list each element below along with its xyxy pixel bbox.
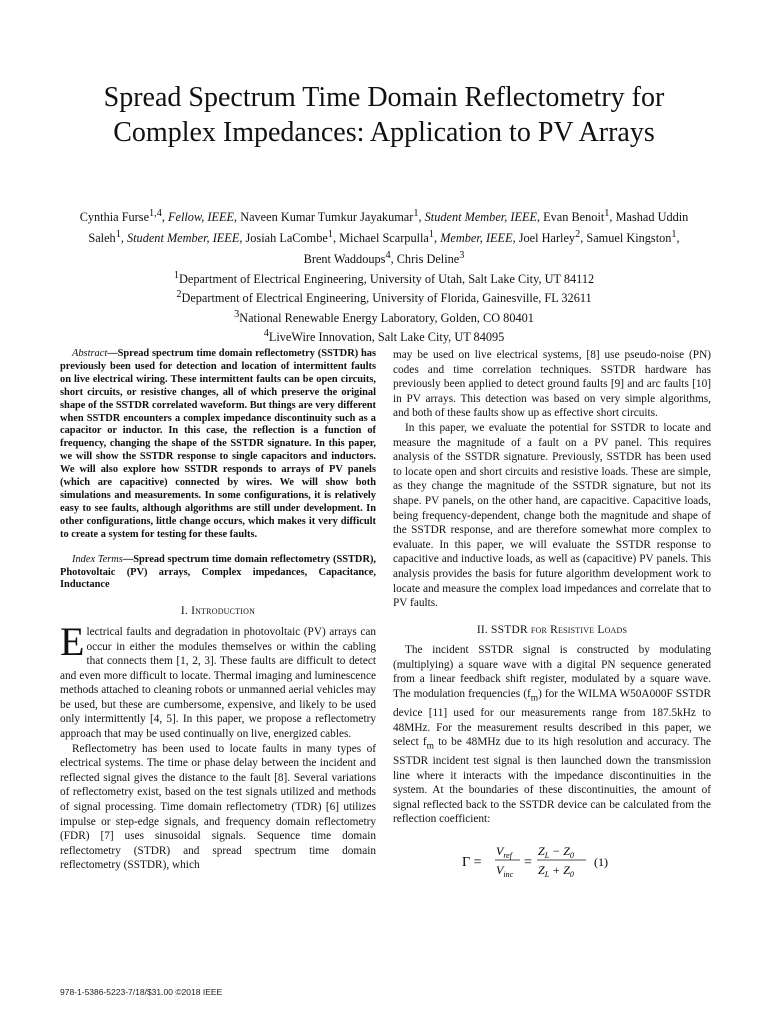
eq-lhs: Γ = [462, 854, 482, 870]
intro-paragraph-2: Reflectometry has been used to locate faults in many types of electrical systems. The time or phase delay between the incident and reflected signal gives the distance to the fault [8]. Several variations of reflectometry exist, based on the test signals utilized and methods of signal processing. Time domain reflectometry (TDR) [6] utilizes impulse or step-edge signals, and frequency domain reflectometry (FDR) [7] uses sinusoidal signals. Sequence time domain reflectometry (STDR) and spread spectrum time domain reflectometry (SSTDR), which [60, 742, 376, 872]
affiliation-text: National Renewable Energy Laboratory, Golden, CO 80401 [239, 310, 534, 325]
affiliation-list [78, 268, 690, 345]
text-run: ) for the WILMA W50A000F SSTDR device [11] used for our measurements range from 187.5kHz to 48MHz. For the measurement results described in this paper, we select f [393, 688, 711, 749]
author-affil-sup: 3 [459, 250, 465, 262]
paper-title: Spread Spectrum Time Domain Reflectometry for Complex Impedances: Application to PV Arrays [103, 82, 665, 148]
eq-number: (1) [594, 854, 608, 869]
intro-paragraph-1-text: lectrical faults and degradation in photovoltaic (PV) arrays can occur in either the modules themselves or within the cabling that connects them [1, 2, 3]. These faults are difficult to detect and even more difficult to locate. Thermal imaging and luminescence methods attached to cleaning robots or unmanned aerial vehicles may be used, but these are cumbersome, expensive, and likely to be used only intermittently [4, 5]. In this paper, we propose a reflectometry approach that may be used continually on live, energized cables. [60, 625, 376, 741]
author-role: Student Member, IEEE [424, 210, 537, 225]
author-role: Fellow, IEEE [168, 210, 235, 225]
intro-paragraph-3: In this paper, we evaluate the potential for SSTDR to locate and measure the magnitude of a fault on a PV panel. This requires analysis of the SSTDR signature. Previously, SSTDR has been used to locate open and short circuits and resistive loads. These are simple, as they change the magnitude of the SSTDR signature, but not its shape. PV panels, on the other hand, are capacitive. Capacitive loads, being frequency-dependent, change both the magnitude and shape of the SSTDR response, and are therefore somewhat more complex to evaluate. In this paper, we will evaluate the SSTDR response to capacitive and inductive loads, as well as (capacitive) PV panels. This analysis provides the basis for future algorithm development work to locate and measure the complex load impedances and correlate that to PV faults. [393, 421, 711, 610]
intro-paragraph-1 [60, 618, 376, 742]
section-heading-resistive-loads: II. SSTDR for Resistive Loads [476, 623, 628, 636]
affiliation-text: Department of Electrical Engineering, University of Utah, Salt Lake City, UT 84112 [178, 272, 595, 287]
intro-paragraph-2-continued: may be used on live electrical systems, [8] use pseudo-noise (PN) codes and time correlation techniques. SSTDR hardware has previously been applied to detect ground faults [9] and arc faults [10] in PV arrays. This detection was based on very simple algorithms, and both of these faults show up as effective short circuits. [393, 349, 711, 420]
author-name: Josiah LaCombe [245, 231, 328, 246]
affiliation-sup: 2 [176, 289, 182, 301]
copyright-footer: 978-1-5386-5223-7/18/$31.00 ©2018 IEEE [60, 987, 223, 997]
author-affil-sup: 1 [115, 229, 121, 241]
author-affil-sup: 1 [604, 208, 610, 219]
affiliation-sup: 3 [234, 308, 240, 320]
index-terms-text: —Spread spectrum time domain reflectometry (SSTDR), Photovoltaic (PV) arrays, Complex impedances, Capacitance, Inductance [60, 553, 377, 591]
author-name: Chris Deline [396, 252, 460, 267]
affiliation-text: LiveWire Innovation, Salt Lake City, UT 84095 [268, 329, 505, 344]
subscript: m [426, 741, 434, 752]
author-name: Joel Harley [518, 231, 576, 246]
subscript: m [530, 693, 539, 704]
section-heading-introduction: I. Introduction [180, 605, 256, 618]
affiliation-line [78, 307, 690, 326]
eq-frac2-num: $Z_L - Z_0$ [538, 843, 574, 860]
abstract-text: —Spread spectrum time domain reflectometry (SSTDR) has previously been used for detection and location of intermittent faults on live electrical wiring. These intermittent faults can be open circuits, short circuits, or resistive changes, all of which preserve the original shape of the SSTDR correlated waveform. But things are very different when SSTDR encounters a complex impedance discontinuity such as a capacitor or inductor. In this case, the reflection is a function of frequency, changing the shape of the SSTDR signature. In this paper, we will show the SSTDR response to single capacitors and inductors. We will also explore how SSTDR responds to arrays of PV panels (which are capacitive) connected by wires. We will show both simulations and measurements. In some configurations, it is relatively easy to see faults, although algorithms are still under development. In other configurations, little change occurs, which makes it very difficult to create a system for testing for these faults. [60, 348, 376, 540]
author-name: Mashad Uddin Saleh [88, 210, 689, 246]
affiliation-text: Department of Electrical Engineering, University of Florida, Gainesville, FL 32611 [181, 291, 592, 306]
author-role: Student Member, IEEE [126, 231, 240, 246]
author-name: Michael Scarpulla [339, 231, 429, 246]
author-affil-sup: 1 [428, 229, 435, 241]
index-terms-lead: Index Terms [72, 553, 123, 565]
eq-frac1-den: $V_{inc}$ [496, 862, 514, 879]
author-affil-sup: 1,4 [149, 208, 162, 219]
eq-equals: = [524, 854, 532, 870]
drop-cap: E [60, 618, 85, 664]
abstract [60, 348, 376, 542]
author-affil-sup: 1 [413, 208, 419, 219]
author-name: Evan Benoit [543, 210, 605, 225]
eq-frac1-num: $V_{ref}$ [496, 843, 512, 860]
index-terms [60, 554, 376, 593]
affiliation-line [78, 326, 690, 345]
text-run: to be 48MHz due to its high resolution and accuracy. The SSTDR incident test signal is then launched down the transmission line where it interacts with the impedance discontinuities in the system. At the boundaries of these discontinuities, the amount of signal reflected back to the SSTDR device can be calculated from the reflection coefficient: [393, 736, 711, 826]
author-affil-sup: 4 [385, 250, 391, 262]
right-column [393, 348, 711, 879]
left-column [60, 348, 376, 873]
affiliation-sup: 4 [263, 327, 269, 339]
eq-frac2-den: $Z_L + Z_0$ [538, 862, 574, 879]
sstdr-paragraph-1 [393, 643, 711, 827]
affiliation-line [78, 268, 690, 287]
author-name: Naveen Kumar Tumkur Jayakumar [240, 210, 414, 225]
author-name: Samuel Kingston [586, 231, 672, 246]
affiliation-sup: 1 [173, 270, 179, 281]
affiliation-line [78, 287, 690, 306]
author-name: Cynthia Furse [79, 210, 150, 225]
author-affil-sup: 1 [327, 229, 333, 241]
author-affil-sup: 2 [575, 229, 581, 241]
text-run: The incident SSTDR signal is constructed by modulating (multiplying) a square wave with a digital PN sequence generated from a linear feedback shift register, modulated by a square wave. The modulation frequencies (f [393, 644, 711, 701]
reflection-coefficient-equation [393, 841, 711, 879]
author-affil-sup: 1 [671, 229, 677, 241]
abstract-lead: Abstract [72, 348, 108, 359]
author-role: Member, IEEE [440, 231, 513, 246]
equation-graphic [462, 841, 642, 881]
author-list: Cynthia Furse$^{1,4}$, Fellow, IEEE, Naveen Kumar Tumkur Jayakumar$^1$, Student Member, IEEE, Evan Benoit$^1$, Mashad Uddin Saleh$^1$, Student Member, IEEE, Josiah LaCombe$^1$, Michael Scarpulla$^1$, Member, IEEE, Joel Harley$^2$, Samuel Kingston$^1$, Brent Waddoups$^4$, Chris Deline$^3$ [79, 208, 689, 267]
author-name: Brent Waddoups [303, 252, 386, 267]
